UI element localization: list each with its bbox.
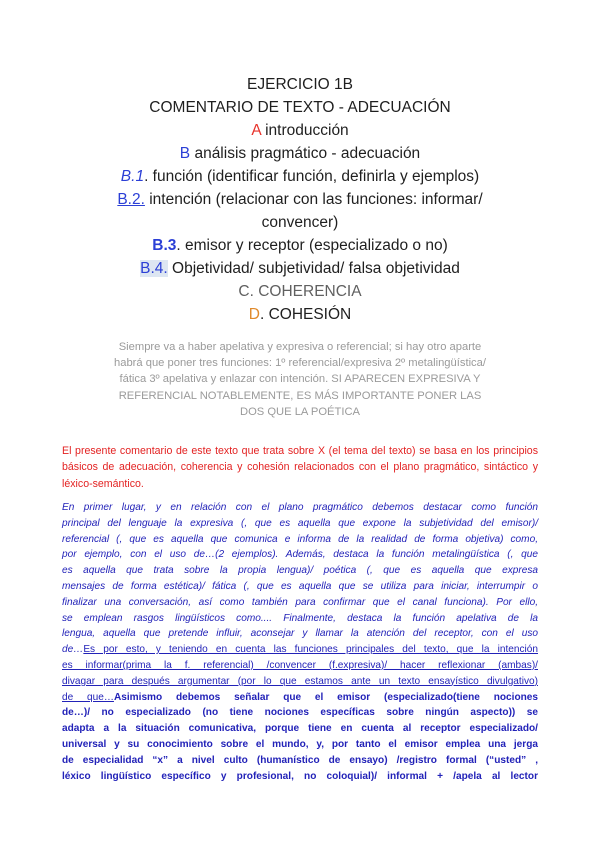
outline-text-b2-line1: intención (relacionar con las funciones: informar/ [144, 191, 483, 208]
outline-item-b4 [60, 257, 540, 280]
paragraph-line-text: Es por esto, y teniendo en cuenta las funciones principales del texto, que la intención [83, 644, 538, 656]
note-line: habrá que poner tres funciones: 1º referencial/expresiva 2º metalingüística/ [114, 357, 486, 370]
paragraph-line-text: Asimismo debemos señalar que el emisor (especializado(tiene nociones [113, 691, 539, 703]
paragraph-line: referencial (, que es aquella que comunica e informa de la realidad de forma objetiva) como, [62, 533, 538, 545]
paragraph-line: universal y su conocimiento sobre el mundo, y, por tanto el emisor emplea una jerga [62, 738, 538, 750]
paragraph-line: se emplean rasgos lingüísticos como.... Finalmente, destaca la función apelativa de la [62, 612, 538, 624]
paragraph-line [62, 500, 538, 516]
outline-item-a [60, 119, 540, 142]
paragraph-line: léxico lingüístico específico y profesional, no coloquial)/ informal + /apela al lector [62, 770, 538, 782]
paragraph-line: adapta a la situación comunicativa, porque tiene en cuenta al receptor especializado/ [62, 723, 538, 735]
outline-item-b1 [60, 165, 540, 188]
outline-text-b: análisis pragmático - adecuación [190, 145, 421, 162]
outline-letter-b3: B.3 [152, 237, 177, 254]
note-line: fática 3º apelativa y enlazar con intención. SI APARECEN EXPRESIVA Y [119, 373, 481, 386]
exercise-subtitle: COMENTARIO DE TEXTO - ADECUACIÓN [149, 99, 451, 116]
outline-item-b2 [60, 188, 540, 211]
instruction-note [80, 339, 520, 420]
outline-text-b1: . función (identificar función, definirla y ejemplos) [144, 168, 480, 185]
outline-text-a: introducción [260, 122, 349, 139]
outline-item-d [60, 303, 540, 326]
paragraph-line: lengua, aquella que pretende influir, aconsejar y llamar la atención del receptor, con el uso [62, 628, 538, 640]
outline-item-b [60, 142, 540, 165]
paragraph-line: es aquella que trata sobre la propia lengua)/ poética (, que es aquella que expresa [62, 565, 538, 577]
outline-letter-d: D [248, 306, 260, 323]
outline-text-b3: . emisor y receptor (especializado o no) [176, 237, 448, 254]
outline-text-b4: Objetividad/ subjetividad/ falsa objetividad [167, 260, 460, 277]
intro-paragraph: El presente comentario de este texto que trata sobre X (el tema del texto) se basa en los principios básicos de adecuación, coherencia y cohesión relacionados con el plano pragmático, sintáctico y léxico-semántico. [62, 445, 538, 490]
exercise-outline [60, 73, 540, 326]
paragraph-line: por ejemplo, con el uso de…(2 ejemplos). Además, destaca la función metalingüística (, que [62, 549, 538, 561]
paragraph-line: de…)/ no especializado (no tiene nociones específicas sobre ningún aspecto)) se [62, 707, 538, 719]
note-line: DOS QUE LA POÉTICA [240, 405, 360, 418]
note-line: REFERENCIAL NOTABLEMENTE, ES MÁS IMPORTANTE PONER LAS [118, 389, 482, 402]
paragraph-line: de especialidad “x” a nivel culto (humanístico de ensayo) /registro formal (“usted” , [62, 754, 538, 766]
outline-letter-b2: B.2. [117, 191, 145, 208]
outline-letter-b4: B.4. [140, 260, 168, 277]
paragraph-line [62, 642, 538, 658]
paragraph-line-text: de que… [62, 691, 114, 703]
paragraph-line: principal del lenguaje la expresiva (, que es aquella que expone la subjetividad del emisor)/ [62, 517, 538, 529]
paragraph-line-text: de… [62, 644, 84, 656]
outline-text-d: . COHESIÓN [259, 306, 352, 323]
paragraph-line: mensajes de forma estética)/ fática (, que es aquella que se utiliza para iniciar, interrumpir o [62, 580, 538, 592]
analysis-paragraph [62, 500, 538, 784]
outline-letter-b: B [179, 145, 191, 162]
drop-letter: E [62, 502, 69, 513]
paragraph-line: finalizar una conversación, así como también para confirmar que el canal funciona). Por ello, [62, 596, 538, 608]
paragraph-line: divagar para después argumentar (por lo que estamos ante un texto ensayístico divulgativo) [62, 675, 538, 687]
exercise-title: EJERCICIO 1B [247, 76, 353, 93]
note-line: Siempre va a haber apelativa y expresiva o referencial; si hay otro aparte [118, 341, 482, 353]
paragraph-line: es informar(prima la f. referencial) /convencer (f.expresiva)/ hacer reflexionar (ambas)/ [62, 659, 538, 671]
outline-item-b2-continued: convencer) [261, 214, 339, 231]
outline-letter-a: A [251, 122, 261, 139]
outline-item-c: C. COHERENCIA [238, 283, 362, 300]
outline-letter-b1: B.1 [120, 168, 145, 185]
paragraph-line [62, 690, 538, 706]
outline-item-b3 [60, 234, 540, 257]
paragraph-line-text: n primer lugar, y en relación con el plano pragmático debemos destacar como función [68, 502, 538, 513]
